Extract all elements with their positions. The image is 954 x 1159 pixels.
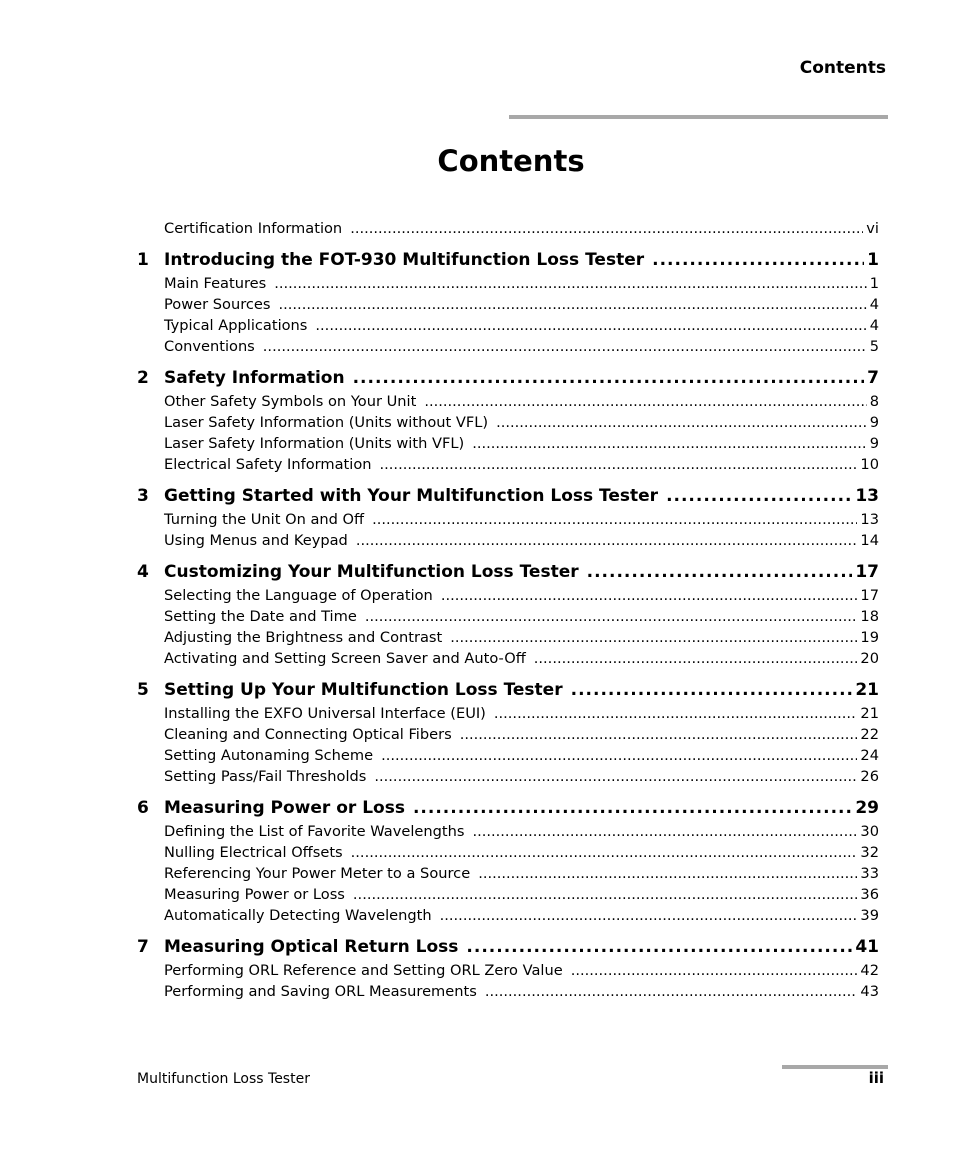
toc-entry[interactable] <box>137 606 879 627</box>
toc-entry[interactable] <box>137 960 879 981</box>
toc-entry[interactable] <box>137 863 879 884</box>
chapter-page: 29 <box>855 798 879 818</box>
toc-entry-page: 32 <box>860 844 879 861</box>
footer-title: Multifunction Loss Tester <box>137 1071 310 1087</box>
toc-entry-page: 13 <box>860 511 879 528</box>
chapter-number: 7 <box>137 937 149 957</box>
dot-leader <box>365 606 858 627</box>
header-rule <box>509 115 888 119</box>
dot-leader <box>315 315 866 336</box>
dot-leader <box>494 703 858 724</box>
dot-leader <box>450 627 857 648</box>
toc-entry-title: Defining the List of Favorite Wavelengths <box>164 823 465 840</box>
toc-entry-page: vi <box>866 220 879 237</box>
toc-chapter-1 <box>137 248 879 357</box>
toc-entry-title: Using Menus and Keypad <box>164 532 348 549</box>
toc-entry[interactable] <box>137 981 879 1002</box>
toc-entry[interactable] <box>137 433 879 454</box>
toc-chapter-heading[interactable] <box>137 248 879 272</box>
toc-entry-page: 18 <box>860 608 879 625</box>
dot-leader <box>424 391 866 412</box>
dot-leader <box>571 678 853 702</box>
toc-entry-page: 19 <box>860 629 879 646</box>
toc-entry[interactable] <box>137 273 879 294</box>
toc-chapter-2 <box>137 366 879 475</box>
toc-entry-title: Setting the Date and Time <box>164 608 357 625</box>
dot-leader <box>413 796 852 820</box>
toc-entry-page: 36 <box>860 886 879 903</box>
chapter-title: Measuring Optical Return Loss <box>164 937 459 957</box>
toc-entry-title: Performing ORL Reference and Setting ORL Zero Value <box>164 962 563 979</box>
toc-entry[interactable] <box>137 627 879 648</box>
toc-entry-title: Activating and Setting Screen Saver and Auto-Off <box>164 650 526 667</box>
toc-entry-page: 24 <box>860 747 879 764</box>
toc-entry[interactable] <box>137 703 879 724</box>
chapter-title: Setting Up Your Multifunction Loss Tester <box>164 680 563 700</box>
chapter-number: 1 <box>137 250 149 270</box>
toc-entry-page: 1 <box>869 275 879 292</box>
toc-entry-page: 10 <box>860 456 879 473</box>
page-title: Contents <box>437 144 585 178</box>
toc-entry-title: Measuring Power or Loss <box>164 886 345 903</box>
chapter-page: 17 <box>855 562 879 582</box>
dot-leader <box>652 248 864 272</box>
toc-chapter-heading[interactable] <box>137 796 879 820</box>
toc-entry[interactable] <box>137 766 879 787</box>
dot-leader <box>534 648 858 669</box>
toc-entry-page: 26 <box>860 768 879 785</box>
toc-entry-page: 8 <box>869 393 879 410</box>
dot-leader <box>466 935 852 959</box>
toc-entry-title: Typical Applications <box>164 317 308 334</box>
toc-entry-title: Laser Safety Information (Units with VFL) <box>164 435 465 452</box>
toc-entry-title: Laser Safety Information (Units without VFL) <box>164 414 489 431</box>
toc-entry-page: 14 <box>860 532 879 549</box>
toc-entry-page: 33 <box>860 865 879 882</box>
table-of-contents <box>137 218 879 1002</box>
toc-entry[interactable] <box>137 294 879 315</box>
dot-leader <box>351 842 858 863</box>
running-head: Contents <box>799 58 886 78</box>
toc-entry-title: Main Features <box>164 275 267 292</box>
dot-leader <box>279 294 867 315</box>
toc-entry-page: 17 <box>860 587 879 604</box>
toc-entry-page: 22 <box>860 726 879 743</box>
dot-leader <box>478 863 857 884</box>
dot-leader <box>350 218 863 239</box>
dot-leader <box>374 766 857 787</box>
toc-entry-page: 4 <box>869 317 879 334</box>
toc-chapter-heading[interactable] <box>137 678 879 702</box>
toc-entry-title: Conventions <box>164 338 255 355</box>
toc-chapter-heading[interactable] <box>137 366 879 390</box>
toc-entry-page: 21 <box>860 705 879 722</box>
dot-leader <box>353 366 865 390</box>
toc-entry[interactable] <box>137 530 879 551</box>
toc-entry-title: Setting Pass/Fail Thresholds <box>164 768 367 785</box>
dot-leader <box>496 412 867 433</box>
chapter-number: 4 <box>137 562 149 582</box>
toc-entry-title: Turning the Unit On and Off <box>164 511 365 528</box>
toc-entry-page: 42 <box>860 962 879 979</box>
dot-leader <box>587 560 853 584</box>
chapter-title: Getting Started with Your Multifunction Loss Tester <box>164 486 659 506</box>
toc-entry-title: Automatically Detecting Wavelength <box>164 907 432 924</box>
toc-entry-title: Power Sources <box>164 296 271 313</box>
toc-entry-page: 39 <box>860 907 879 924</box>
toc-entry-page: 5 <box>869 338 879 355</box>
toc-entry-page: 43 <box>860 983 879 1000</box>
dot-leader <box>460 724 858 745</box>
dot-leader <box>440 905 858 926</box>
toc-entry-title: Referencing Your Power Meter to a Source <box>164 865 471 882</box>
footer-page-number: iii <box>868 1069 884 1087</box>
chapter-number: 3 <box>137 486 149 506</box>
dot-leader <box>571 960 858 981</box>
toc-chapter-heading[interactable] <box>137 484 879 508</box>
chapter-page: 21 <box>855 680 879 700</box>
chapter-page: 1 <box>867 250 879 270</box>
chapter-page: 7 <box>867 368 879 388</box>
toc-entry-page: 9 <box>869 414 879 431</box>
toc-front-entry[interactable] <box>137 218 879 239</box>
toc-entry-title: Other Safety Symbols on Your Unit <box>164 393 417 410</box>
toc-chapter-7 <box>137 935 879 1002</box>
chapter-page: 41 <box>855 937 879 957</box>
toc-entry[interactable] <box>137 585 879 606</box>
toc-chapter-4 <box>137 560 879 669</box>
toc-entry-title: Nulling Electrical Offsets <box>164 844 343 861</box>
chapter-page: 13 <box>855 486 879 506</box>
chapter-title: Customizing Your Multifunction Loss Tester <box>164 562 579 582</box>
chapter-title: Measuring Power or Loss <box>164 798 405 818</box>
chapter-title: Introducing the FOT-930 Multifunction Loss Tester <box>164 250 645 270</box>
toc-entry[interactable] <box>137 391 879 412</box>
dot-leader <box>353 884 858 905</box>
toc-entry[interactable] <box>137 648 879 669</box>
toc-entry-title: Cleaning and Connecting Optical Fibers <box>164 726 452 743</box>
chapter-number: 6 <box>137 798 149 818</box>
chapter-number: 2 <box>137 368 149 388</box>
toc-entry[interactable] <box>137 905 879 926</box>
toc-chapter-6 <box>137 796 879 926</box>
dot-leader <box>472 433 867 454</box>
dot-leader <box>263 336 867 357</box>
toc-entry[interactable] <box>137 724 879 745</box>
toc-entry-page: 20 <box>860 650 879 667</box>
toc-entry[interactable] <box>137 336 879 357</box>
toc-chapter-heading[interactable] <box>137 935 879 959</box>
toc-entry[interactable] <box>137 509 879 530</box>
dot-leader <box>356 530 858 551</box>
dot-leader <box>472 821 857 842</box>
chapter-number: 5 <box>137 680 149 700</box>
toc-entry-page: 4 <box>869 296 879 313</box>
toc-entry[interactable] <box>137 412 879 433</box>
toc-entry-title: Performing and Saving ORL Measurements <box>164 983 477 1000</box>
dot-leader <box>380 454 858 475</box>
chapter-title: Safety Information <box>164 368 345 388</box>
toc-chapter-3 <box>137 484 879 551</box>
toc-entry-title: Installing the EXFO Universal Interface (EUI) <box>164 705 486 722</box>
toc-entry-title: Setting Autonaming Scheme <box>164 747 374 764</box>
toc-entry-title: Electrical Safety Information <box>164 456 372 473</box>
dot-leader <box>485 981 858 1002</box>
toc-entry[interactable] <box>137 842 879 863</box>
dot-leader <box>666 484 852 508</box>
dot-leader <box>441 585 858 606</box>
toc-chapter-5 <box>137 678 879 787</box>
toc-entry[interactable] <box>137 745 879 766</box>
toc-entry-page: 30 <box>860 823 879 840</box>
toc-chapter-heading[interactable] <box>137 560 879 584</box>
toc-entry-title: Selecting the Language of Operation <box>164 587 433 604</box>
toc-entry[interactable] <box>137 315 879 336</box>
toc-entry[interactable] <box>137 821 879 842</box>
toc-entry-page: 9 <box>869 435 879 452</box>
dot-leader <box>381 745 857 766</box>
toc-entry-title: Certification Information <box>164 220 343 237</box>
toc-entry-title: Adjusting the Brightness and Contrast <box>164 629 443 646</box>
toc-entry[interactable] <box>137 884 879 905</box>
dot-leader <box>274 273 866 294</box>
dot-leader <box>372 509 857 530</box>
toc-entry[interactable] <box>137 454 879 475</box>
